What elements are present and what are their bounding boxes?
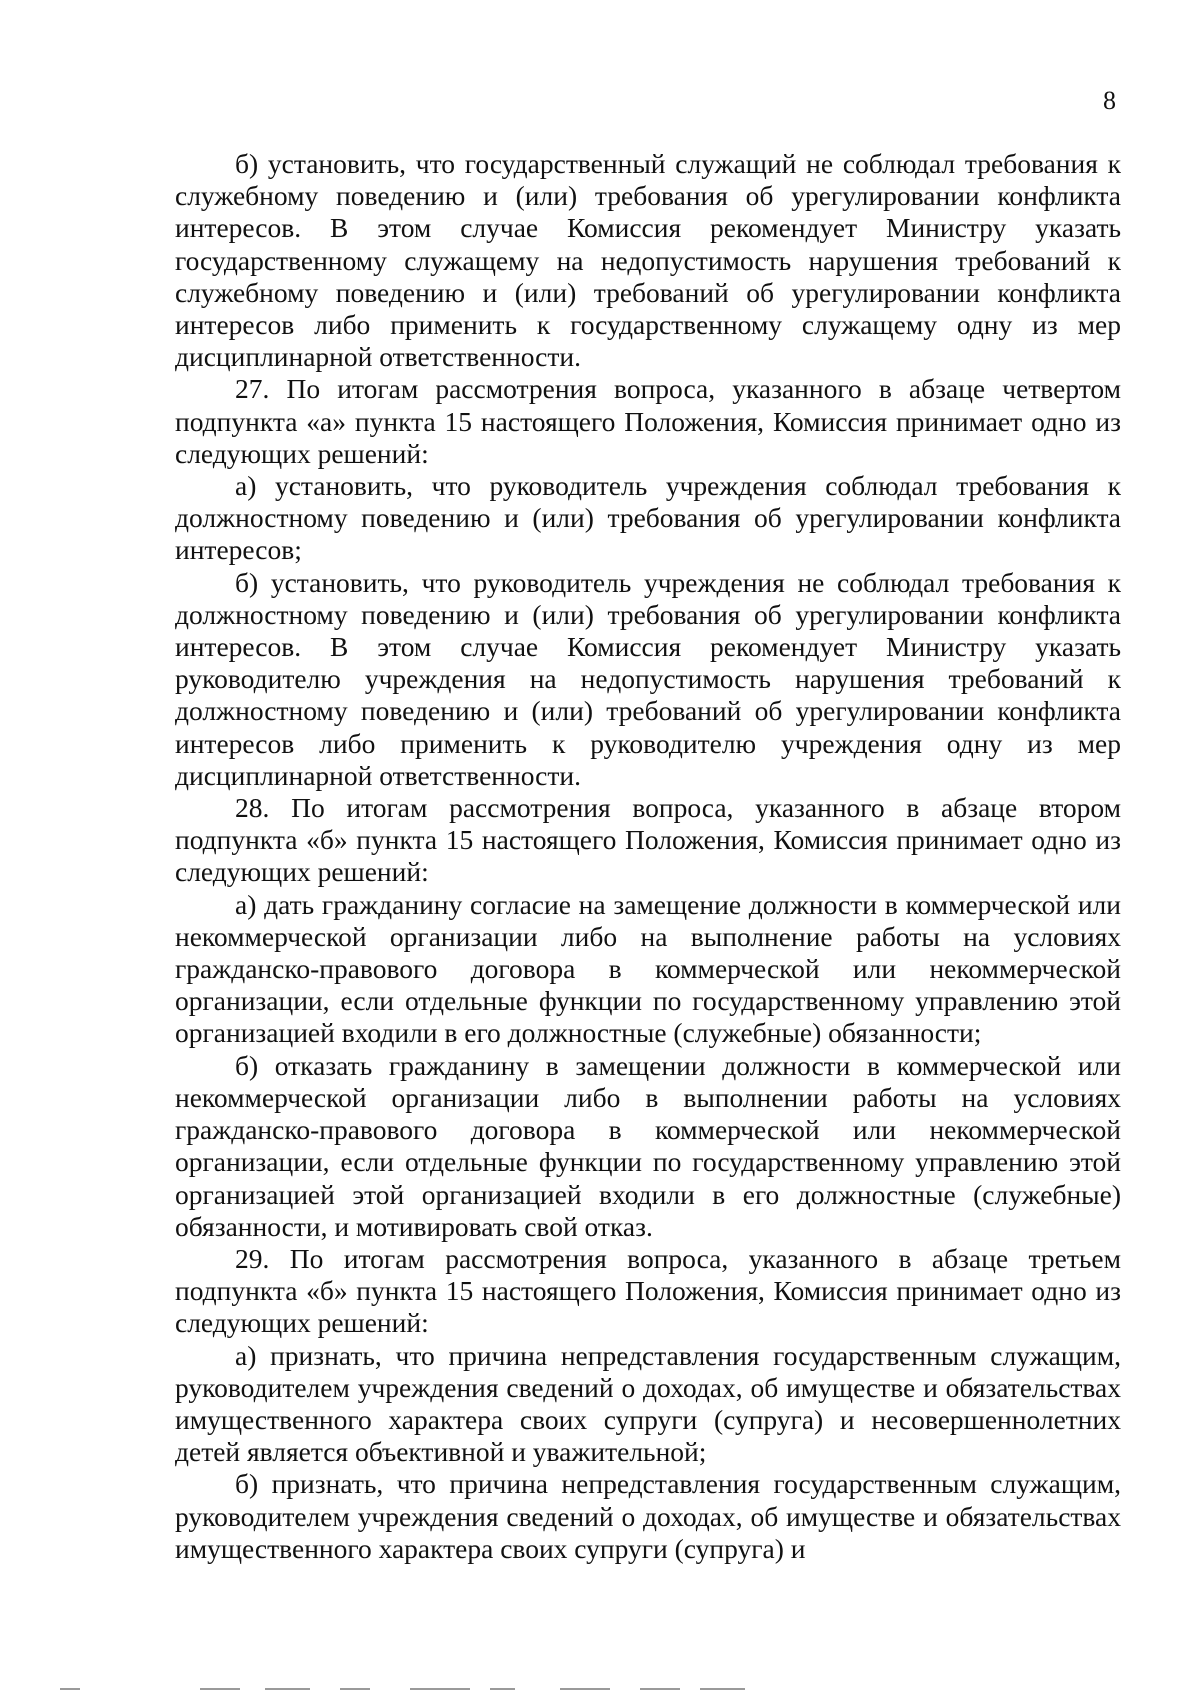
paragraph: б) отказать гражданину в замещении должности в коммерческой или некоммерческой организации либо в выполнении работы на условиях гражданско-правового договора в коммерческой или некоммерческой организации, если отдельные функции по государственному управлению этой организацией этой организацией входили в его должностные (служебные) обязанности, и мотивировать свой отказ. <box>175 1049 1121 1242</box>
paragraph: а) установить, что руководитель учреждения соблюдал требования к должностному поведению и (или) требования об урегулировании конфликта интересов; <box>175 470 1121 566</box>
paragraph: б) установить, что государственный служащий не соблюдал требования к служебному поведению и (или) требования об урегулировании конфликта интересов. В этом случае Комиссия рекомендует Министру указать государственному служащему на недопустимость нарушения требований к служебному поведению и (или) требований об урегулировании конфликта интересов либо применить к государственному служащему одну из мер дисциплинарной ответственности. <box>175 148 1121 373</box>
paragraph: 27. По итогам рассмотрения вопроса, указанного в абзаце четвертом подпункта «а» пункта 15 настоящего Положения, Комиссия принимает одно из следующих решений: <box>175 373 1121 469</box>
document-body <box>175 148 1121 1565</box>
paragraph: б) установить, что руководитель учреждения не соблюдал требования к должностному поведению и (или) требования об урегулировании конфликта интересов. В этом случае Комиссия рекомендует Министру указать руководителю учреждения на недопустимость нарушения требований к должностному поведению и (или) требований об урегулировании конфликта интересов либо применить к руководителю учреждения одну из мер дисциплинарной ответственности. <box>175 566 1121 791</box>
page-number: 8 <box>1103 86 1116 115</box>
scan-artifact <box>560 1688 610 1690</box>
scan-artifact <box>200 1688 240 1690</box>
paragraph: 28. По итогам рассмотрения вопроса, указанного в абзаце втором подпункта «б» пункта 15 настоящего Положения, Комиссия принимает одно из следующих решений: <box>175 792 1121 888</box>
scan-artifact <box>340 1688 370 1690</box>
scan-artifact <box>700 1688 745 1690</box>
paragraph: а) признать, что причина непредставления государственным служащим, руководителем учреждения сведений о доходах, об имуществе и обязательствах имущественного характера своих супруги (супруга) и несовершеннолетних детей является объективной и уважительной; <box>175 1339 1121 1468</box>
scan-artifact <box>490 1688 515 1690</box>
paragraph: 29. По итогам рассмотрения вопроса, указанного в абзаце третьем подпункта «б» пункта 15 настоящего Положения, Комиссия принимает одно из следующих решений: <box>175 1242 1121 1339</box>
scan-artifact <box>265 1688 310 1690</box>
scan-artifact <box>640 1688 680 1690</box>
paragraph: а) дать гражданину согласие на замещение должности в коммерческой или некоммерческой организации либо на выполнение работы на условиях гражданско-правового договора в коммерческой или некоммерческой организации, если отдельные функции по государственному управлению этой организацией входили в его должностные (служебные) обязанности; <box>175 888 1121 1049</box>
scan-artifacts <box>60 1688 1060 1698</box>
scan-artifact <box>410 1688 470 1690</box>
scan-artifact <box>60 1688 80 1690</box>
paragraph: б) признать, что причина непредставления государственным служащим, руководителем учреждения сведений о доходах, об имуществе и обязательствах имущественного характера своих супруги (супруга) и <box>175 1468 1121 1564</box>
